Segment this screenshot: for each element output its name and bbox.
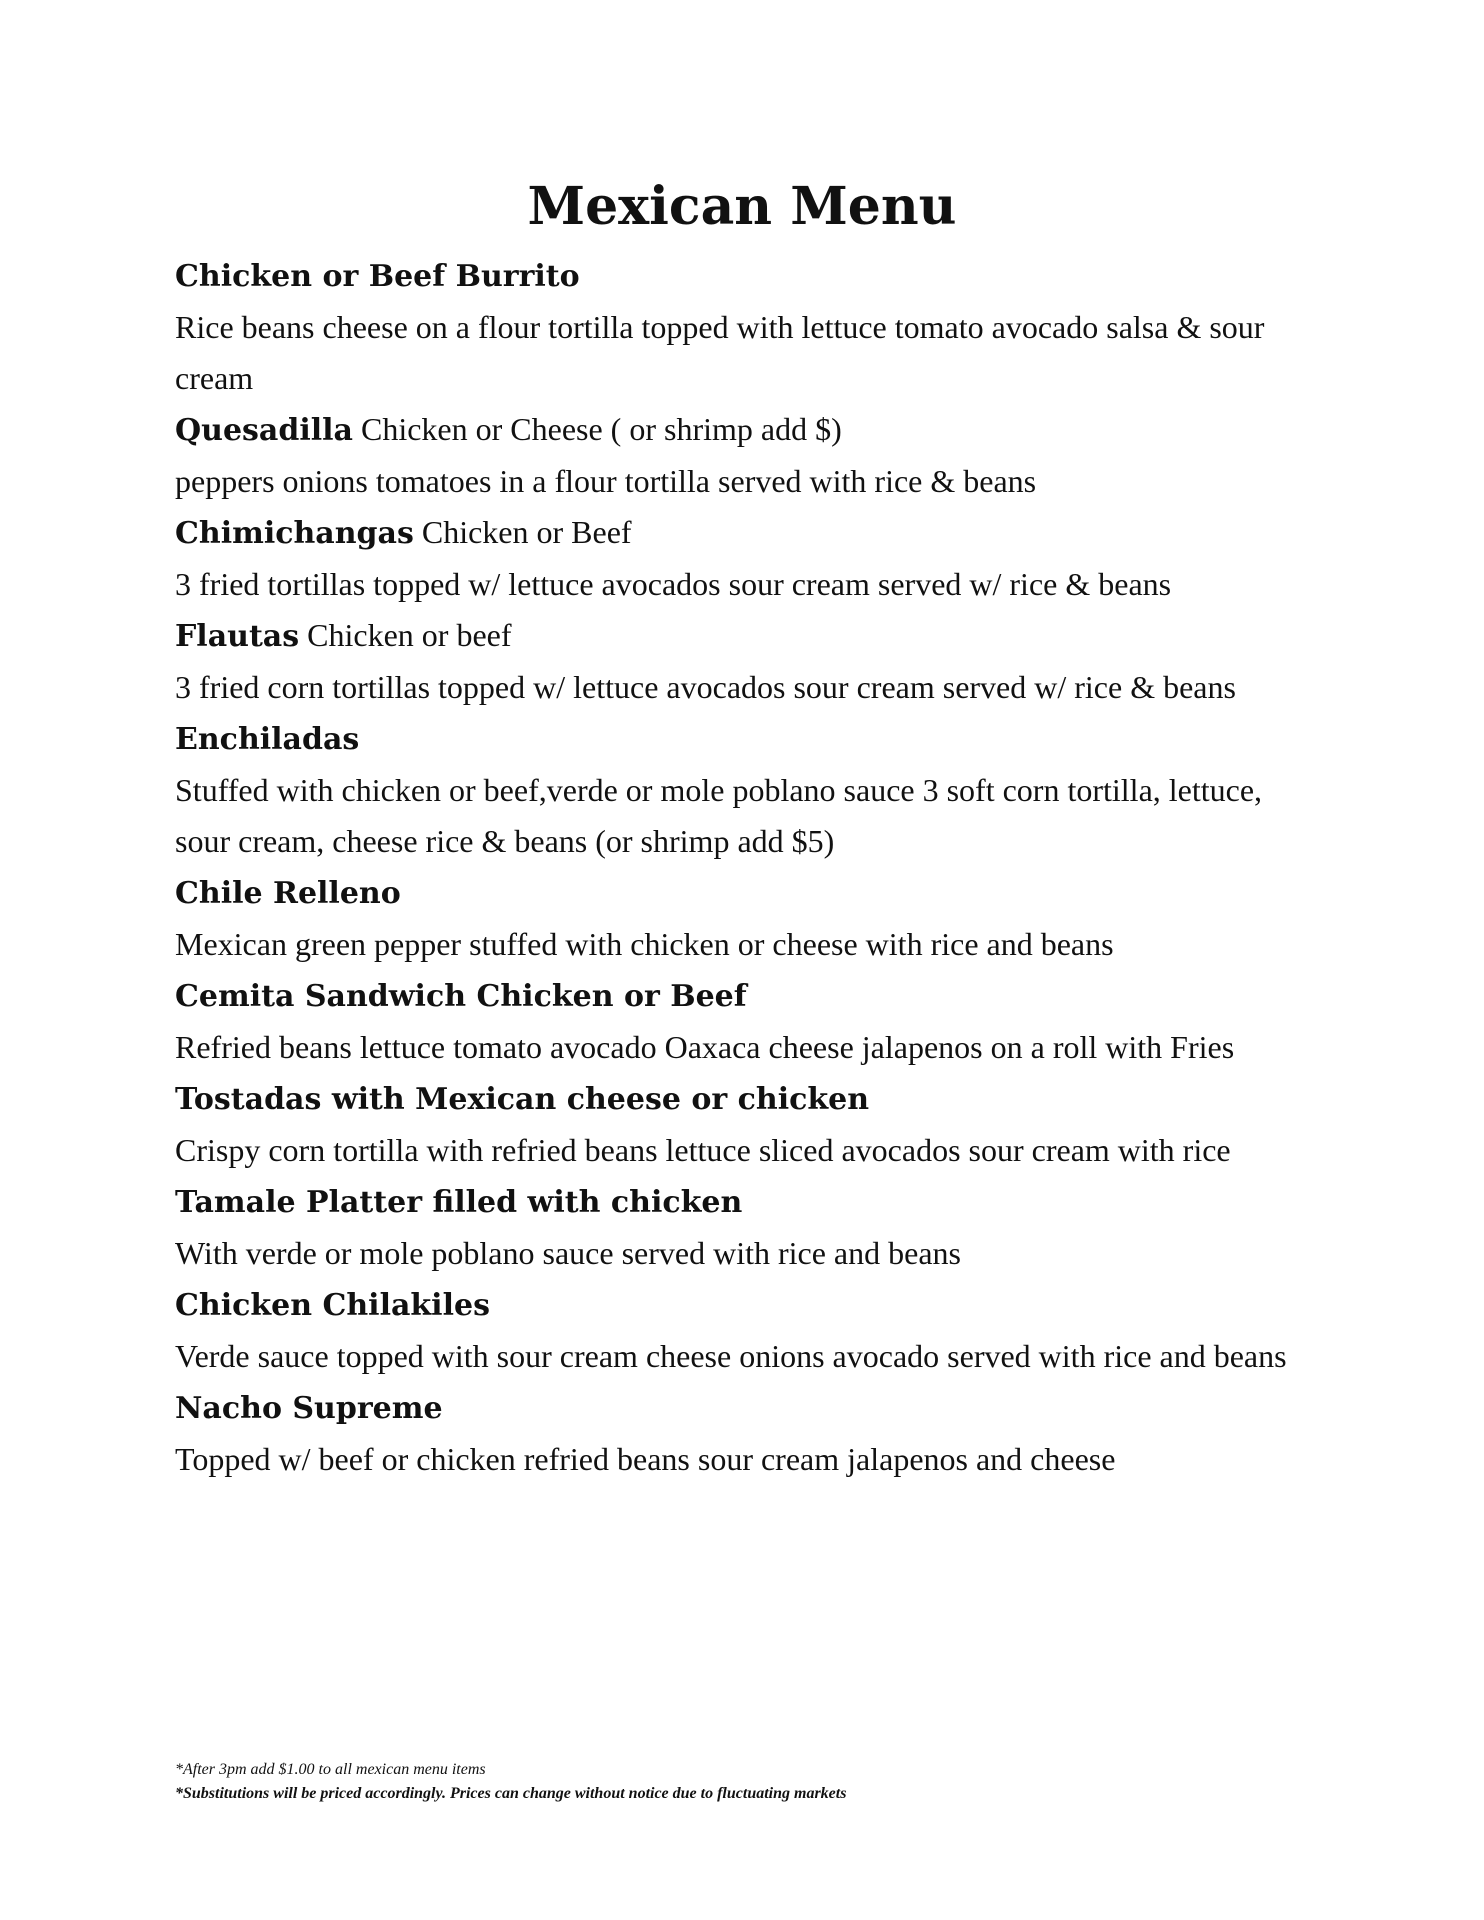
menu-item-name: Tostadas with Mexican cheese or chicken — [175, 1082, 870, 1117]
footer-notes — [175, 1758, 1310, 1806]
menu-item-name: Chicken or Beef Burrito — [175, 259, 580, 294]
menu-item-name — [175, 404, 1310, 456]
footer-note-time-surcharge: *After 3pm add $1.00 to all mexican menu items — [175, 1761, 486, 1778]
menu-item-description: 3 fried corn tortillas topped w/ lettuce avocados sour cream served w/ rice & beans — [175, 669, 1236, 705]
menu-item-name: Cemita Sandwich Chicken or Beef — [175, 979, 747, 1014]
menu-item-variant: Chicken or Beef — [413, 514, 632, 550]
menu-item-name — [175, 507, 1310, 559]
menu-item-description: Stuffed with chicken or beef,verde or mole poblano sauce 3 soft corn tortilla, lettuce, sour cream, cheese rice & beans (or shrimp add $5) — [175, 772, 1263, 859]
menu-item-variant: Chicken or beef — [299, 617, 512, 653]
menu-item-description: With verde or mole poblano sauce served with rice and beans — [175, 1235, 961, 1271]
menu-item-name: Enchiladas — [175, 722, 360, 757]
menu-item-description: peppers onions tomatoes in a flour tortilla served with rice & beans — [175, 463, 1037, 499]
menu-item-description: Verde sauce topped with sour cream cheese onions avocado served with rice and beans — [175, 1338, 1287, 1374]
footer-note-substitutions: *Substitutions will be priced accordingly. Prices can change without notice due to fluctuating markets — [175, 1785, 847, 1802]
menu-item-name: Chicken Chilakiles — [175, 1288, 490, 1323]
menu-item-description: Crispy corn tortilla with refried beans lettuce sliced avocados sour cream with rice — [175, 1132, 1231, 1168]
menu-item-variant: Chicken or Cheese ( or shrimp add $) — [352, 411, 842, 447]
menu-item-description: Refried beans lettuce tomato avocado Oaxaca cheese jalapenos on a roll with Fries — [175, 1029, 1235, 1065]
menu-item-title: Flautas — [175, 619, 300, 654]
menu-list — [175, 250, 1310, 1485]
menu-item-name: Nacho Supreme — [175, 1391, 443, 1426]
menu-item-name — [175, 610, 1310, 662]
menu-item-name: Chile Relleno — [175, 876, 401, 911]
menu-item-description: 3 fried tortillas topped w/ lettuce avocados sour cream served w/ rice & beans — [175, 566, 1172, 602]
menu-item-description: Topped w/ beef or chicken refried beans sour cream jalapenos and cheese — [175, 1441, 1116, 1477]
menu-item-name: Tamale Platter filled with chicken — [175, 1185, 743, 1220]
menu-item-title: Chimichangas — [175, 516, 414, 551]
menu-item-description: Rice beans cheese on a flour tortilla topped with lettuce tomato avocado salsa & sour cream — [175, 309, 1265, 396]
menu-item-description: Mexican green pepper stuffed with chicken or cheese with rice and beans — [175, 926, 1114, 962]
menu-item-title: Quesadilla — [175, 413, 353, 448]
page-title: Mexican Menu — [527, 176, 957, 237]
